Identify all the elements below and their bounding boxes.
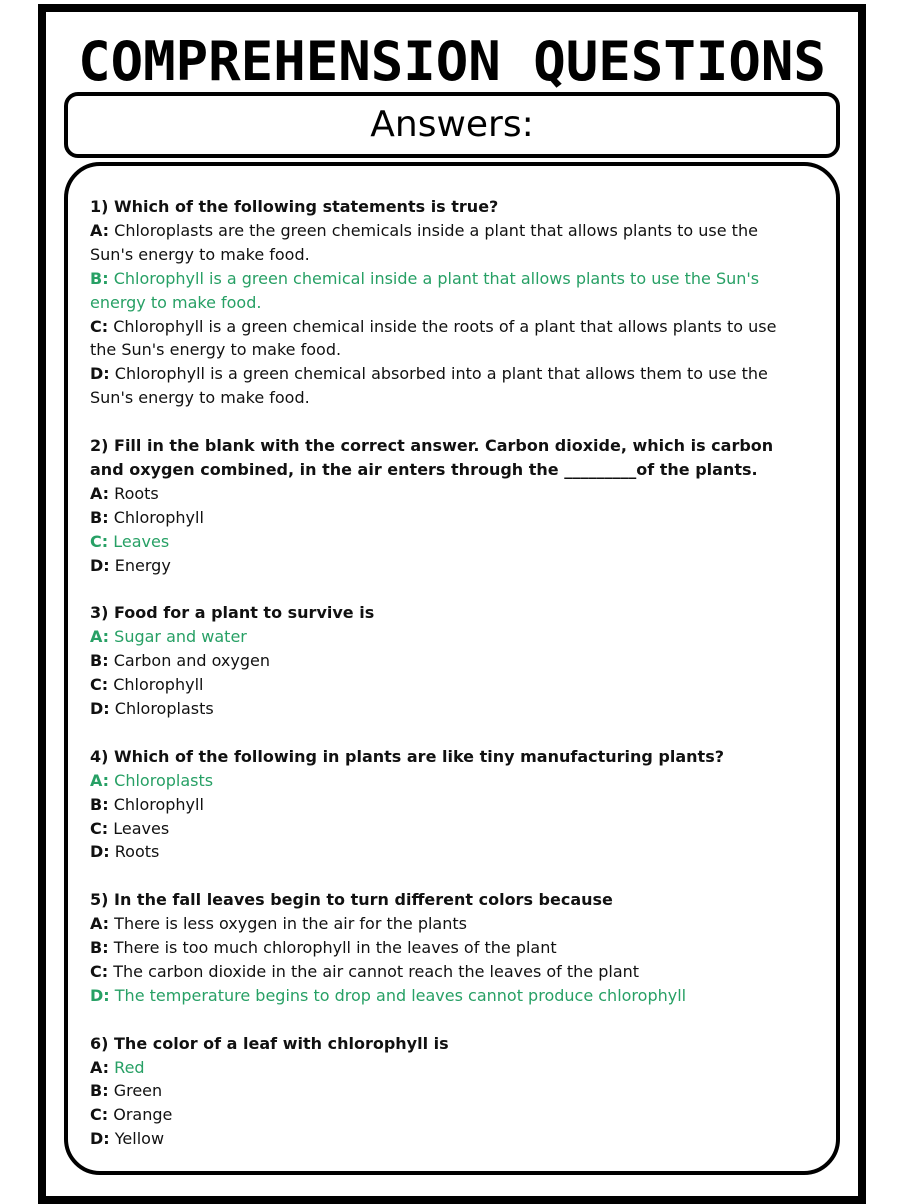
option-letter: B: bbox=[90, 651, 109, 671]
option-text: The temperature begins to drop and leaves cannot produce chlorophyll bbox=[114, 985, 687, 1005]
option-letter: A: bbox=[90, 483, 110, 503]
option-text: Chloroplasts bbox=[114, 770, 214, 790]
answer-option bbox=[90, 1127, 790, 1151]
option-text: Sugar and water bbox=[114, 627, 247, 647]
option-letter: A: bbox=[90, 220, 110, 240]
option-letter: D: bbox=[90, 699, 110, 718]
answer-option bbox=[90, 840, 790, 864]
option-letter: B: bbox=[90, 507, 109, 527]
answer-option bbox=[90, 769, 790, 793]
option-letter: D: bbox=[90, 364, 110, 384]
option-letter: C: bbox=[90, 316, 109, 336]
option-text: Red bbox=[114, 1057, 145, 1077]
answer-option bbox=[90, 1103, 790, 1127]
option-text: Orange bbox=[113, 1105, 173, 1125]
question-text: 5) In the fall leaves begin to turn different colors because bbox=[90, 890, 613, 910]
question-text: 3) Food for a plant to survive is bbox=[90, 603, 375, 623]
questions-panel bbox=[64, 162, 840, 1175]
option-text: Chlorophyll is a green chemical inside a plant that allows plants to use the Sun's energy to make food. bbox=[90, 268, 760, 312]
answer-option bbox=[90, 219, 790, 267]
answer-option bbox=[90, 506, 790, 530]
answer-option bbox=[90, 984, 790, 1008]
option-letter: D: bbox=[90, 1129, 110, 1149]
option-text: Energy bbox=[114, 555, 171, 575]
option-text: The carbon dioxide in the air cannot reach the leaves of the plant bbox=[113, 961, 640, 981]
question-block bbox=[90, 745, 790, 865]
question-block bbox=[90, 601, 790, 721]
option-text: Chlorophyll is a green chemical absorbed into a plant that allows them to use the Sun's energy to make food. bbox=[90, 364, 768, 408]
option-text: Roots bbox=[114, 483, 159, 503]
option-letter: A: bbox=[90, 627, 110, 647]
question-text: 1) Which of the following statements is true? bbox=[90, 197, 499, 216]
option-text: Leaves bbox=[113, 531, 170, 551]
answer-option bbox=[90, 960, 790, 984]
question-list bbox=[90, 195, 790, 1175]
answers-header-box bbox=[64, 92, 840, 158]
option-text: Chloroplasts bbox=[114, 699, 214, 718]
answer-option bbox=[90, 1056, 790, 1080]
option-letter: B: bbox=[90, 1081, 109, 1101]
option-letter: A: bbox=[90, 770, 110, 790]
answer-option bbox=[90, 697, 790, 721]
option-letter: C: bbox=[90, 961, 109, 981]
option-letter: C: bbox=[90, 675, 109, 695]
option-text: There is too much chlorophyll in the leaves of the plant bbox=[113, 938, 557, 958]
option-letter: B: bbox=[90, 268, 109, 288]
answer-option bbox=[90, 267, 790, 315]
answers-label: Answers: bbox=[370, 104, 534, 145]
option-letter: D: bbox=[90, 985, 110, 1005]
option-text: Roots bbox=[114, 842, 160, 862]
answer-option bbox=[90, 673, 790, 697]
option-letter: B: bbox=[90, 938, 109, 958]
answer-option bbox=[90, 912, 790, 936]
option-letter: D: bbox=[90, 842, 110, 862]
option-letter: C: bbox=[90, 818, 109, 838]
option-text: Green bbox=[113, 1081, 163, 1101]
option-text: There is less oxygen in the air for the plants bbox=[114, 914, 467, 934]
option-text: Chloroplasts are the green chemicals inside a plant that allows plants to use the Sun's energy to make food. bbox=[90, 220, 758, 264]
option-text: Leaves bbox=[113, 818, 170, 838]
option-text: Carbon and oxygen bbox=[113, 651, 270, 671]
question-block bbox=[90, 1032, 790, 1152]
worksheet-frame bbox=[38, 4, 866, 1204]
option-letter: B: bbox=[90, 794, 109, 814]
option-letter: A: bbox=[90, 1057, 110, 1077]
answer-option bbox=[90, 482, 790, 506]
answer-option bbox=[90, 936, 790, 960]
answer-option bbox=[90, 554, 790, 578]
option-text: Chlorophyll bbox=[113, 675, 204, 695]
answer-option bbox=[90, 817, 790, 841]
option-text: Chlorophyll bbox=[113, 794, 204, 814]
option-text: Chlorophyll bbox=[113, 507, 204, 527]
option-letter: A: bbox=[90, 914, 110, 934]
option-letter: D: bbox=[90, 555, 110, 575]
option-text: Yellow bbox=[114, 1129, 165, 1149]
answer-option bbox=[90, 315, 790, 363]
question-block bbox=[90, 434, 790, 577]
answer-option bbox=[90, 530, 790, 554]
option-text: Chlorophyll is a green chemical inside the roots of a plant that allows plants to use the Sun's energy to make food. bbox=[90, 316, 777, 360]
question-text: 4) Which of the following in plants are like tiny manufacturing plants? bbox=[90, 746, 725, 766]
question-block bbox=[90, 888, 790, 1008]
question-block bbox=[90, 195, 790, 410]
answer-option bbox=[90, 362, 790, 410]
option-letter: C: bbox=[90, 531, 109, 551]
question-text: 6) The color of a leaf with chlorophyll is bbox=[90, 1033, 449, 1053]
option-letter: C: bbox=[90, 1105, 109, 1125]
question-text: 2) Fill in the blank with the correct answer. Carbon dioxide, which is carbon and oxygen combined, in the air enters through the _________of the plants. bbox=[90, 436, 774, 479]
answer-option bbox=[90, 649, 790, 673]
answer-option bbox=[90, 793, 790, 817]
answer-option bbox=[90, 625, 790, 649]
answer-option bbox=[90, 1079, 790, 1103]
page-title: COMPREHENSION QUESTIONS bbox=[78, 30, 826, 93]
